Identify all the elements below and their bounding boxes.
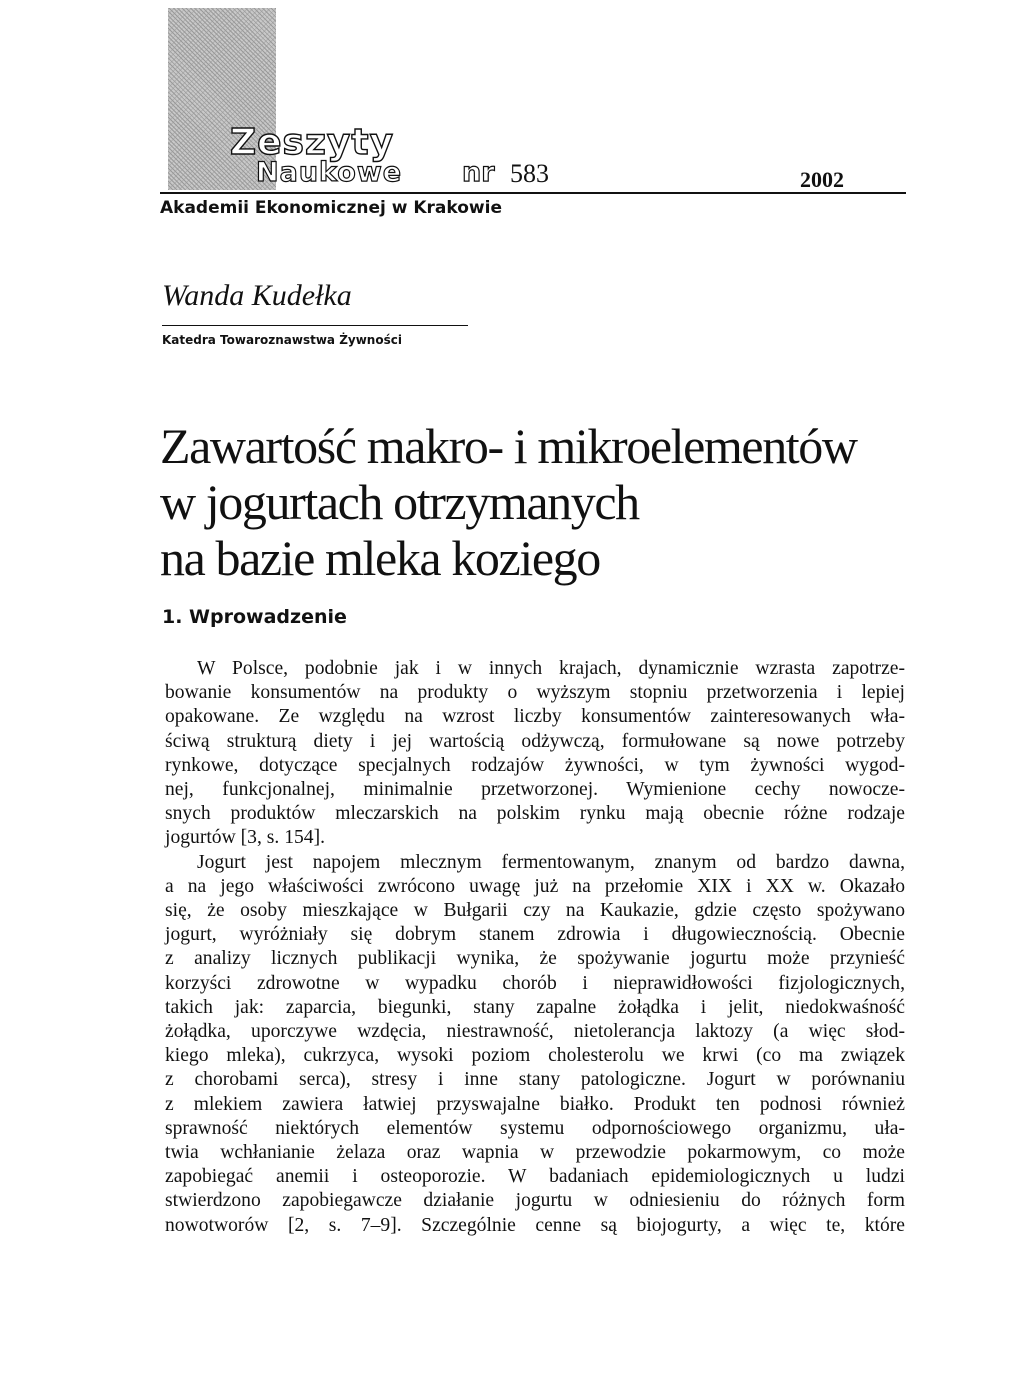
body-line: korzyści zdrowotne w wypadku chorób i nieprawidłowości fizjologicznych, [165, 972, 905, 994]
header-rule [160, 192, 906, 194]
body-line: sprawność niektórych elementów systemu odpornościowego organizmu, uła- [165, 1117, 905, 1139]
author-name: Wanda Kudełka [162, 279, 352, 312]
body-line: a na jego właściwości zwrócono uwagę już na przełomie XIX i XX w. Okazało [165, 875, 905, 897]
issue-number: 583 [510, 159, 549, 188]
author-rule [162, 325, 468, 326]
issue-year: 2002 [800, 167, 844, 192]
body-line: takich jak: zaparcia, biegunki, stany zapalne żołądka i jelit, niedokwaśność [165, 996, 905, 1018]
publisher-name: Akademii Ekonomicznej w Krakowie [160, 198, 502, 218]
body-line: się, że osoby mieszkające w Bułgarii czy na Kaukazie, gdzie często spożywano [165, 900, 905, 922]
paper-title-line: na bazie mleka koziego [160, 530, 600, 586]
body-line: nowotworów [2, s. 7–9]. Szczególnie cenne są biojogurty, a więc te, które [165, 1214, 905, 1236]
body-text [165, 657, 905, 1238]
body-line: nej, funkcjonalnej, minimalnie przetworzonej. Wymienione cechy nowocze- [165, 779, 905, 801]
body-line: żołądka, uporczywe wzdęcia, niestrawność, nietolerancja laktozy (a więc słod- [165, 1021, 905, 1043]
body-line: jogurtów [3, s. 154]. [165, 827, 326, 849]
author-affiliation: Katedra Towaroznawstwa Żywności [162, 333, 402, 347]
body-line: zapobiegać anemii i osteoporozie. W badaniach epidemiologicznych u ludzi [165, 1166, 905, 1188]
body-line: z chorobami serca), stresy i inne stany patologiczne. Jogurt w porównaniu [165, 1069, 905, 1091]
body-line: rynkowe, dotyczące specjalnych rodzajów żywności, w tym żywności wygod- [165, 754, 905, 776]
body-line: twia wchłanianie żelaza oraz wapnia w przewodzie pokarmowym, co może [165, 1142, 905, 1164]
body-line: kiego mleka), cukrzyca, wysoki poziom cholesterolu we krwi (co ma związek [165, 1045, 905, 1067]
body-line: bowanie konsumentów na produkty o wyższym stopniu przetworzenia i lepiej [165, 682, 905, 704]
body-line: ściwą strukturą diety i jej wartością odżywczą, formułowane są nowe potrzeby [165, 730, 905, 752]
journal-logo-nr: nr [462, 157, 495, 188]
paper-title-line: w jogurtach otrzymanych [160, 474, 639, 530]
body-line: z analizy licznych publikacji wynika, że spożywanie jogurtu może przynieść [165, 948, 905, 970]
body-line: snych produktów mleczarskich na polskim rynku mają obecnie różne rodzaje [165, 803, 905, 825]
body-line: stwierdzono zapobiegawcze działanie jogurtu w odniesieniu do różnych form [165, 1190, 905, 1212]
body-line: Jogurt jest napojem mlecznym fermentowanym, znanym od bardzo dawna, [197, 851, 905, 873]
body-line: z mlekiem zawiera łatwiej przyswajalne białko. Produkt ten podnosi również [165, 1093, 905, 1115]
paper-title [160, 418, 920, 586]
body-line: jogurt, wyróżniały się dobrym stanem zdrowia i długowiecznością. Obecnie [165, 924, 905, 946]
journal-logo-zeszyty: Zeszyty [230, 122, 395, 163]
paper-title-line: Zawartość makro- i mikroelementów [160, 418, 857, 474]
body-line: opakowane. Ze względu na wzrost liczby konsumentów zainteresowanych wła- [165, 706, 905, 728]
journal-logo-naukowe: Naukowe [256, 157, 403, 188]
body-line: W Polsce, podobnie jak i w innych krajach, dynamicznie wzrasta zapotrze- [197, 658, 905, 679]
section-heading: 1. Wprowadzenie [162, 606, 347, 628]
